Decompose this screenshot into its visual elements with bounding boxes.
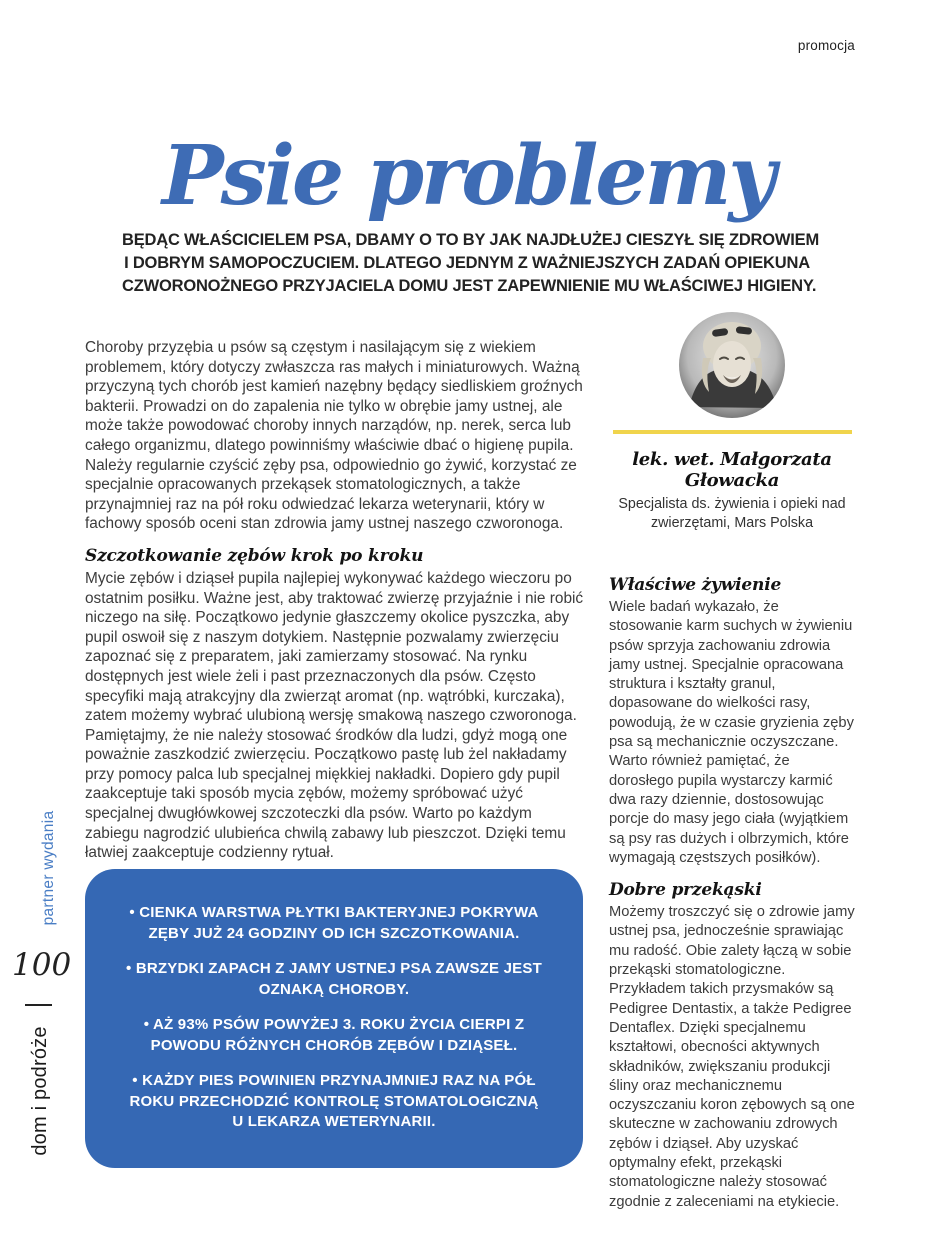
- sidebar-section-label: dom i podróże: [29, 1026, 51, 1156]
- page-number: 100: [12, 947, 72, 983]
- brushing-paragraph: Mycie zębów i dziąseł pupila najlepiej wykonywać każdego wieczoru po ostatnim posiłku. Ważne jest, aby traktować zwierzę przyjaźnie i nie robić niczego na siłę. Początkowo jedynie głaszczemy okolice pyszczka, aby pupil oswoił się z naszym dotykiem. Następnie pozwalamy zwierzęciu zapoznać się z preparatem, jaki zamierzamy stosować. Na rynku dostępnych jest wiele żeli i past przeznaczonych dla psów. Często specyfiki mają atrakcyjny dla zwierząt aromat (np. wątróbki, kurczaka), zatem możemy wybrać ulubioną wersję smakową naszego czworonoga. Pamiętajmy, że nie należy stosować środków dla ludzi, gdyż mogą one poważnie zaszkodzić zwierzęciu. Początkowo pastę lub żel nakładamy przy pomocy palca lub specjalnej miękkiej nakładki. Dopiero gdy pupil zaakceptuje taki sposób mycia zębów, możemy spróbować użyć specjalnej dwugłówkowej szczoteczki dla psów. Warto po każdym zabiegu nagrodzić ulubieńca chwilą zabawy lub pieszczot. Dzięki temu łatwiej zaakceptuje codzienny rytuał.: [85, 569, 584, 862]
- fact-item: • BRZYDKI ZAPACH Z JAMY USTNEJ PSA ZAWSZE JEST OZNAKĄ CHOROBY.: [126, 960, 542, 998]
- expert-role: Specjalista ds. żywienia i opieki nad zwierzętami, Mars Polska: [618, 496, 846, 531]
- snacks-heading: Dobre przekąski: [609, 880, 762, 901]
- intro-line: BĘDĄC WŁAŚCICIELEM PSA, DBAMY O TO BY JAK NAJDŁUŻEJ CIESZYŁ SIĘ ZDROWIEM: [122, 231, 819, 249]
- intro-line: CZWORONOŻNEGO PRZYJACIELA DOMU JEST ZAPEWNIENIE MU WŁAŚCIWEJ HIGIENY.: [122, 277, 817, 295]
- feeding-heading: Właściwe żywienie: [609, 575, 782, 595]
- intro-line: I DOBRYM SAMOPOCZUCIEM. DLATEGO JEDNYM Z WAŻNIEJSZYCH ZADAŃ OPIEKUNA: [124, 254, 810, 272]
- sidebar-divider: [25, 1004, 52, 1006]
- expert-name: lek. wet. Małgorzata Głowacka: [632, 449, 832, 491]
- side-column: [609, 312, 855, 1212]
- brushing-heading: Szczotkowanie zębów krok po kroku: [85, 545, 424, 566]
- facts-box: [85, 869, 583, 1168]
- snacks-paragraph: Możemy troszczyć się o zdrowie jamy ustnej psa, jednocześnie sprawiając mu radość. Obie zalety łączą w sobie przekąski stomatologiczne. Przykładem takich przysmaków są Pedigree Dentastix, a także Pedigree Dentaflex. Dzięki specjalnemu kształtowi, obecności aktywnych składników, zwiększaniu produkcji śliny oraz mechanicznemu oczyszczaniu koron zębowych są one skuteczne w zachowaniu zdrowych zębów i dziąseł. Aby uzyskać optymalny efekt, przekąski stomatologiczne należy stosować zgodnie z zaleceniami na etykiecie.: [609, 904, 855, 1210]
- main-column: [85, 338, 585, 863]
- expert-photo: [679, 312, 785, 418]
- fact-item: • KAŻDY PIES POWINIEN PRZYNAJMNIEJ RAZ NA PÓŁ ROKU PRZECHODZIĆ KONTROLĘ STOMATOLOGICZNĄ U LEKARZA WETERYNARII.: [129, 1072, 539, 1130]
- sidebar-partner-label: partner wydania: [40, 810, 57, 926]
- feeding-paragraph: Wiele badań wykazało, że stosowanie karm suchych w żywieniu psów sprzyja zachowaniu zdrowia jamy ustnej. Specjalnie opracowana struktura i kształty granul, dopasowane do wielkości rasy, powodują, że w czasie gryzienia zęby psa są mechanicznie oczyszczane. Warto również pamiętać, że dorosłego pupila wystarczy karmić dwa razy dziennie, dostosowując porcje do masy jego ciała (wyjątkiem są psy ras dużych i olbrzymich, które wymagają częstszych posiłków).: [609, 599, 854, 866]
- intro-standfirst: [122, 229, 819, 298]
- lead-paragraph: Choroby przyzębia u psów są częstym i nasilającym się z wiekiem problemem, który dotyczy zwłaszcza ras małych i miniaturowych. Ważną przyczyną tych chorób jest kamień nazębny będący siedliskiem groźnych bakterii. Prowadzi on do zapalenia nie tylko w obrębie jamy ustnej, ale może także powodować choroby innych narządów, np. nerek, serca lub całego organizmu, dlatego powinniśmy właściwie dbać o higienę pupila. Należy regularnie czyścić zęby psa, odpowiednio go żywić, korzystać ze specjalnie opracowanych przekąsek stomatologicznych, a także przynajmniej raz na pół roku odwiedzać lekarza weterynarii, który w fachowy sposób oceni stan zdrowia jamy ustnej naszego czworonoga.: [85, 339, 583, 533]
- fact-item: • CIENKA WARSTWA PŁYTKI BAKTERYJNEJ POKRYWA ZĘBY JUŻ 24 GODZINY OD ICH SZCZOTKOWANIA.: [129, 904, 539, 942]
- yellow-divider: [613, 430, 852, 434]
- fact-item: • AŻ 93% PSÓW POWYŻEJ 3. ROKU ŻYCIA CIERPI Z POWODU RÓŻNYCH CHORÓB ZĘBÓW I DZIĄSEŁ.: [143, 1016, 525, 1054]
- promo-tag: promocja: [797, 38, 855, 53]
- page-title: Psie problemy: [162, 127, 773, 224]
